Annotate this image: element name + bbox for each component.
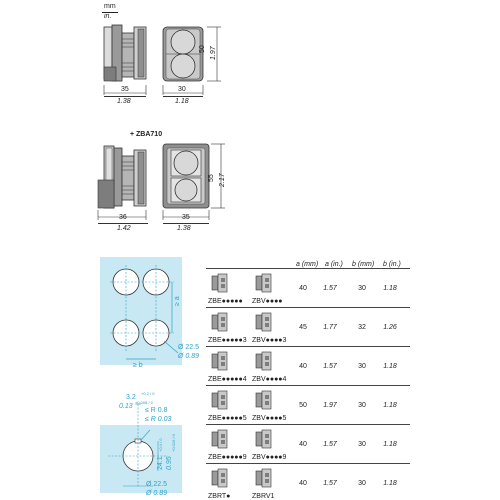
row-b-mm: 30: [358, 441, 366, 448]
d2-height-in: 2.17: [219, 173, 226, 187]
contact-block-icon: [210, 311, 232, 333]
detail-d2-in: 0.95: [166, 456, 173, 470]
detail-radius-in: ≤ R 0.03: [145, 416, 172, 423]
row-code-1: ZBRT●: [208, 493, 231, 500]
row-code-2: ZBV●●●●5: [252, 415, 287, 422]
detail-hole-in: Ø 0.89: [146, 490, 168, 497]
detail-svg: [98, 390, 208, 495]
drawing-1-front-view: [163, 27, 203, 81]
drawing-1-svg: [95, 15, 235, 115]
row-b-mm: 30: [358, 480, 366, 487]
unit-mm-label: mm: [104, 3, 116, 10]
row-b-in: 1.18: [383, 285, 397, 292]
row-code-1: ZBE●●●●●3: [208, 337, 247, 344]
row-b-mm: 30: [358, 363, 366, 370]
d2-side-divider: [98, 223, 148, 224]
row-a-mm: 50: [299, 402, 307, 409]
row-code-1: ZBE●●●●●4: [208, 376, 247, 383]
panel-dim-a: ≥ a: [174, 296, 181, 306]
light-block-icon: [254, 428, 276, 450]
row-b-in: 1.18: [383, 480, 397, 487]
panel-hole-in: Ø 0.89: [178, 353, 200, 360]
row-a-mm: 40: [299, 363, 307, 370]
header-a-in: a (in.): [325, 261, 343, 268]
header-b-in: b (in.): [383, 261, 401, 268]
d1-front-width-mm: 30: [178, 86, 186, 93]
row-code-1: ZBE●●●●●9: [208, 454, 247, 461]
row-code-1: ZBE●●●●●5: [208, 415, 247, 422]
header-a-mm: a (mm): [296, 261, 319, 268]
row-code-2: ZBRV1: [252, 493, 275, 500]
detail-radius-mm: ≤ R 0.8: [145, 407, 168, 414]
d1-side-width-mm: 35: [121, 86, 129, 93]
d2-front-divider: [163, 223, 209, 224]
drawing-2-side-view: [98, 146, 146, 208]
detail-d1-mm: 3.2: [126, 394, 136, 401]
row-code-2: ZBV●●●●4: [252, 376, 287, 383]
row-b-in: 1.18: [383, 363, 397, 370]
row-b-mm: 32: [358, 324, 366, 331]
detail-d1-tol-in: +0.008 / 0: [135, 400, 153, 405]
drawing-1-side-view: [104, 25, 146, 81]
row-a-in: 1.97: [323, 402, 337, 409]
panel-hole-mm: Ø 22.5: [178, 344, 200, 351]
row-a-in: 1.77: [323, 324, 337, 331]
detail-d1-tol-mm: +0.2 / 0: [141, 391, 155, 396]
contact-block-icon: [210, 467, 232, 489]
header-b-mm: b (mm): [352, 261, 375, 268]
row-code-2: ZBV●●●●3: [252, 337, 287, 344]
drawing-2-front-view: [163, 144, 209, 208]
unit-in-label: in.: [104, 13, 112, 20]
d1-side-width-in: 1.38: [117, 98, 131, 105]
detail-d1-in: 0.13: [119, 403, 133, 410]
panel-area: [100, 257, 182, 365]
d1-front-width-in: 1.18: [175, 98, 189, 105]
d1-side-divider: [104, 96, 146, 97]
d1-height-in: 1.97: [210, 46, 217, 60]
detail-d2-tol-mm: +0.4 / 0: [158, 438, 163, 452]
light-block-icon: [254, 311, 276, 333]
row-b-mm: 30: [358, 402, 366, 409]
d2-side-width-mm: 36: [119, 214, 127, 221]
light-block-icon: [254, 350, 276, 372]
light-block-icon: [254, 389, 276, 411]
d2-height-mm: 55: [208, 174, 215, 182]
row-a-in: 1.57: [323, 363, 337, 370]
d2-front-width-mm: 35: [182, 214, 190, 221]
d1-height-mm: 50: [199, 45, 206, 53]
detail-d2-mm: 24.1: [157, 456, 164, 470]
detail-d2-tol-in: +0.016 / 0: [171, 434, 176, 452]
row-code-2: ZBV●●●●9: [252, 454, 287, 461]
panel-dim-b: ≥ b: [133, 362, 143, 369]
row-separator: [206, 346, 410, 347]
row-b-in: 1.26: [383, 324, 397, 331]
row-a-in: 1.57: [323, 441, 337, 448]
accessory-label: + ZBA710: [130, 131, 163, 138]
table-top-rule: [206, 268, 410, 269]
row-separator: [206, 385, 410, 386]
contact-block-icon: [210, 428, 232, 450]
d2-side-width-in: 1.42: [117, 225, 131, 232]
contact-block-icon: [210, 350, 232, 372]
row-a-mm: 40: [299, 441, 307, 448]
row-b-in: 1.18: [383, 402, 397, 409]
row-separator: [206, 424, 410, 425]
row-a-in: 1.57: [323, 285, 337, 292]
light-block-icon: [254, 467, 276, 489]
contact-block-icon: [210, 389, 232, 411]
row-code-1: ZBE●●●●●: [208, 298, 243, 305]
light-block-icon: [254, 272, 276, 294]
row-a-in: 1.57: [323, 480, 337, 487]
detail-hole-mm: Ø 22.5: [146, 481, 168, 488]
d1-front-divider: [163, 96, 203, 97]
row-a-mm: 40: [299, 480, 307, 487]
row-a-mm: 45: [299, 324, 307, 331]
contact-block-icon: [210, 272, 232, 294]
row-b-in: 1.18: [383, 441, 397, 448]
row-separator: [206, 463, 410, 464]
row-a-mm: 40: [299, 285, 307, 292]
row-separator: [206, 307, 410, 308]
row-code-2: ZBV●●●●: [252, 298, 283, 305]
d2-front-width-in: 1.38: [177, 225, 191, 232]
row-b-mm: 30: [358, 285, 366, 292]
